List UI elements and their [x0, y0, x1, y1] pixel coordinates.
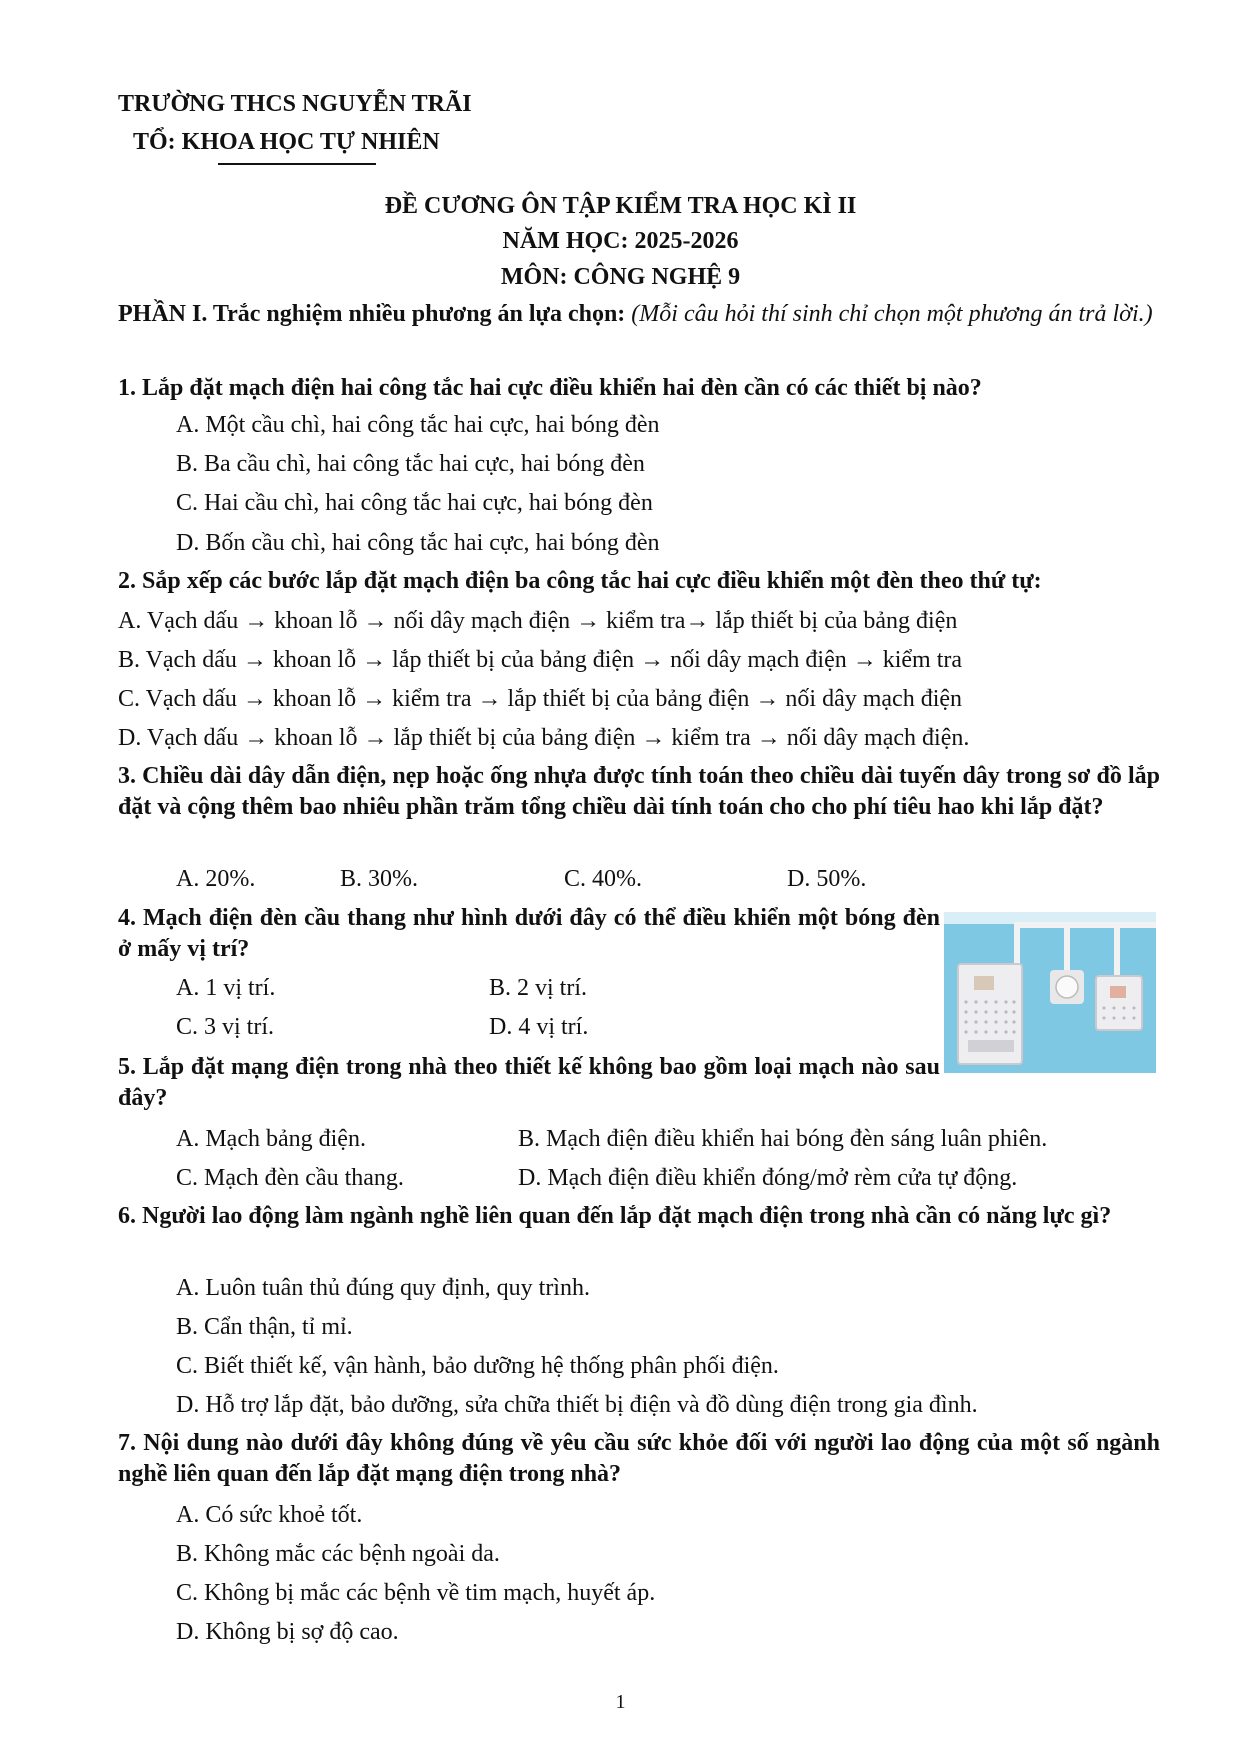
q2-option-d: D. Vạch dấu → khoan lỗ → lắp thiết bị của bảng điện → kiểm tra → nối dây mạch điện.	[118, 725, 970, 751]
question-4: 4. Mạch điện đèn cầu thang như hình dưới đây có thể điều khiển một bóng đèn ở mấy vị trí?	[118, 905, 940, 962]
subject-title: MÔN: CÔNG NGHỆ 9	[500, 264, 741, 290]
q5-option-d: D. Mạch điện điều khiển đóng/mở rèm cửa tự động.	[518, 1165, 1018, 1191]
q4-option-a: A. 1 vị trí.	[176, 975, 276, 1001]
q3-option-a: A. 20%.	[176, 866, 256, 892]
q2-option-b: B. Vạch dấu → khoan lỗ → lắp thiết bị của bảng điện → nối dây mạch điện → kiểm tra	[118, 647, 963, 673]
school-year: NĂM HỌC: 2025-2026	[502, 228, 739, 254]
q6-option-b: B. Cẩn thận, tỉ mỉ.	[176, 1314, 353, 1340]
q2-option-c: C. Vạch dấu → khoan lỗ → kiểm tra → lắp thiết bị của bảng điện → nối dây mạch điện	[118, 686, 963, 712]
q4-option-c: C. 3 vị trí.	[176, 1014, 275, 1040]
q1-option-d: D. Bốn cầu chì, hai công tắc hai cực, hai bóng đèn	[176, 530, 660, 556]
page-number: 1	[615, 1691, 626, 1713]
q4-option-b: B. 2 vị trí.	[489, 975, 588, 1001]
q5-option-c: C. Mạch đèn cầu thang.	[176, 1165, 404, 1191]
q1-option-a: A. Một cầu chì, hai công tắc hai cực, hai bóng đèn	[176, 412, 660, 438]
question-2: 2. Sắp xếp các bước lắp đặt mạch điện ba công tắc hai cực điều khiển một đèn theo thứ tự:	[118, 568, 1042, 594]
q1-option-c: C. Hai cầu chì, hai công tắc hai cực, hai bóng đèn	[176, 490, 653, 516]
document-title: ĐỀ CƯƠNG ÔN TẬP KIỂM TRA HỌC KÌ II	[384, 193, 857, 219]
department-name: TỔ: KHOA HỌC TỰ NHIÊN	[133, 129, 440, 155]
q7-option-c: C. Không bị mắc các bệnh về tim mạch, huyết áp.	[176, 1580, 656, 1606]
q3-option-d: D. 50%.	[787, 866, 867, 892]
q7-option-a: A. Có sức khoẻ tốt.	[176, 1502, 363, 1528]
department-underline	[218, 163, 376, 165]
part-1-label: PHẦN I. Trắc nghiệm nhiều phương án lựa chọn:	[118, 301, 626, 327]
part-1-heading	[118, 298, 1160, 330]
q4-option-d: D. 4 vị trí.	[489, 1014, 589, 1040]
question-6: 6. Người lao động làm ngành nghề liên quan đến lắp đặt mạch điện trong nhà cần có năng lực gì?	[118, 1203, 1112, 1229]
q7-option-b: B. Không mắc các bệnh ngoài da.	[176, 1541, 500, 1567]
question-7: 7. Nội dung nào dưới đây không đúng về yêu cầu sức khỏe đối với người lao động của một số ngành nghề liên quan đến lắp đặt mạng điện trong nhà?	[118, 1430, 1160, 1487]
school-name: TRƯỜNG THCS NGUYỄN TRÃI	[118, 91, 472, 117]
question-5: 5. Lắp đặt mạng điện trong nhà theo thiết kế không bao gồm loại mạch nào sau đây?	[118, 1054, 940, 1111]
q2-option-a: A. Vạch dấu → khoan lỗ → nối dây mạch điện → kiểm tra→ lắp thiết bị của bảng điện	[118, 608, 958, 634]
staircase-circuit-photo	[944, 912, 1156, 1073]
q6-option-a: A. Luôn tuân thủ đúng quy định, quy trình.	[176, 1275, 590, 1301]
q3-option-b: B. 30%.	[340, 866, 418, 892]
q5-option-a: A. Mạch bảng điện.	[176, 1126, 366, 1152]
q6-option-d: D. Hỗ trợ lắp đặt, bảo dưỡng, sửa chữa thiết bị điện và đồ dùng điện trong gia đình.	[176, 1392, 978, 1418]
question-1: 1. Lắp đặt mạch điện hai công tắc hai cực điều khiển hai đèn cần có các thiết bị nào?	[118, 375, 982, 401]
q6-option-c: C. Biết thiết kế, vận hành, bảo dưỡng hệ thống phân phối điện.	[176, 1353, 779, 1379]
q5-option-b: B. Mạch điện điều khiển hai bóng đèn sáng luân phiên.	[518, 1126, 1048, 1152]
q1-option-b: B. Ba cầu chì, hai công tắc hai cực, hai bóng đèn	[176, 451, 645, 477]
q7-option-d: D. Không bị sợ độ cao.	[176, 1619, 399, 1645]
question-3: 3. Chiều dài dây dẫn điện, nẹp hoặc ống nhựa được tính toán theo chiều dài tuyến dây trong sơ đồ lắp đặt và cộng thêm bao nhiêu phần trăm tổng chiều dài tính toán cho cho phí tiêu hao khi lắp đặt?	[118, 763, 1160, 820]
q3-option-c: C. 40%.	[564, 866, 642, 892]
part-1-note: (Mỗi câu hỏi thí sinh chỉ chọn một phương án trả lời.)	[631, 301, 1153, 327]
